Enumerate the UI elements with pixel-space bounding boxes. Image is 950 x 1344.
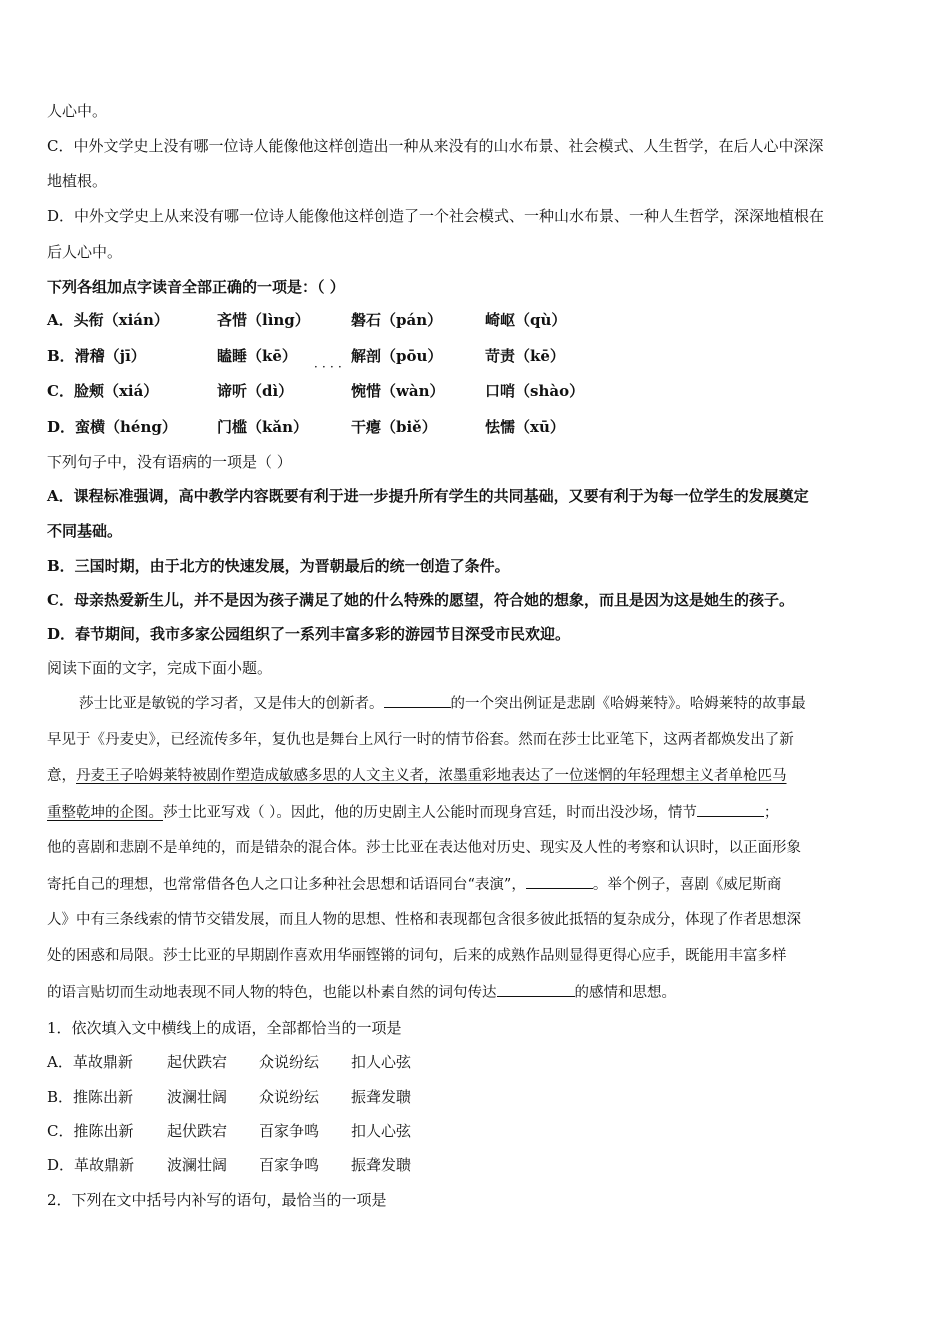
passage-line-3a: 意， xyxy=(47,768,76,784)
pron-a-1: A．头衔（xián） xyxy=(47,311,169,329)
sentence-question-stem: 下列句子中，没有语病的一项是（ ） xyxy=(47,453,292,471)
question-1-stem: 1．依次填入文中横线上的成语，全部都恰当的一项是 xyxy=(47,1019,402,1037)
prev-option-d-line1: D．中外文学史上从来没有哪一位诗人能像他这样创造了一个社会模式、一种山水布景、一种人生哲学，深深地植根在 xyxy=(47,207,825,225)
q1-a-2: 起伏跌宕 xyxy=(167,1053,228,1071)
passage-line-1b: 的一个突出例证是悲剧《哈姆莱特》。哈姆莱特的故事最 xyxy=(450,696,806,712)
passage-line-4 xyxy=(47,802,778,823)
passage-line-4a-underlined: 重整乾坤的企图。 xyxy=(47,805,163,821)
pron-c-4: 口哨（shào） xyxy=(485,382,585,400)
pron-a-3: 磐石（pán） xyxy=(351,311,443,329)
prev-option-c-line2: 地植根。 xyxy=(47,172,108,190)
blank-1 xyxy=(384,693,451,708)
prev-option-d-line2: 后人心中。 xyxy=(47,243,123,261)
sentence-option-c: C．母亲热爱新生儿，并不是因为孩子满足了她的什么特殊的愿望，符合她的想象，而且是因为这是她生的孩子。 xyxy=(47,591,794,609)
passage-line-1 xyxy=(79,693,806,714)
passage-line-6 xyxy=(47,874,781,895)
q1-d-4: 振聋发聩 xyxy=(351,1156,412,1174)
passage-line-8: 处的困惑和局限。莎士比亚的早期剧作喜欢用华丽铿锵的词句，后来的成熟作品则显得更得心应手，既能用丰富多样 xyxy=(47,948,787,964)
emphasis-dots: ．．．． xyxy=(314,356,353,370)
sentence-option-b: B．三国时期，由于北方的快速发展，为晋朝最后的统一创造了条件。 xyxy=(47,557,510,575)
q1-a-1: A．革故鼎新 xyxy=(47,1053,133,1071)
q1-c-3: 百家争鸣 xyxy=(259,1122,320,1140)
passage-line-2: 早见于《丹麦史》，已经流传多年，复仇也是舞台上风行一时的情节俗套。然而在莎士比亚笔下，这两者都焕发出了新 xyxy=(47,732,794,748)
pron-c-2: 谛听（dì） xyxy=(217,382,294,400)
pron-d-4: 怯懦（xū） xyxy=(485,418,565,436)
q1-c-4: 扣人心弦 xyxy=(351,1122,412,1140)
sentence-option-a-line2: 不同基础。 xyxy=(47,522,123,540)
reading-intro: 阅读下面的文字，完成下面小题。 xyxy=(47,659,273,677)
q1-b-3: 众说纷纭 xyxy=(259,1088,320,1106)
q1-a-3: 众说纷纭 xyxy=(259,1053,320,1071)
q1-c-2: 起伏跌宕 xyxy=(167,1122,228,1140)
passage-line-9b: 的感情和思想。 xyxy=(574,985,676,1001)
passage-line-9a: 的语言贴切而生动地表现不同人物的特色，也能以朴素自然的词句传达 xyxy=(47,985,497,1001)
passage-line-3b-underlined: 丹麦王子哈姆莱特被剧作塑造成敏感多思的人文主义者，浓墨重彩地表达了一位迷惘的年轻理想主义者单枪匹马 xyxy=(76,768,787,784)
pron-b-3: 解剖（pōu） xyxy=(351,347,443,365)
passage-line-6b: 。举个例子，喜剧《威尼斯商 xyxy=(592,877,782,893)
q1-d-3: 百家争鸣 xyxy=(259,1156,320,1174)
pron-d-3: 干瘪（biě） xyxy=(351,418,437,436)
passage-line-1a: 莎士比亚是敏锐的学习者，又是伟大的创新者。 xyxy=(79,696,384,712)
passage-line-9 xyxy=(47,982,676,1003)
passage-line-6a: 寄托自己的理想，也常常借各色人之口让多种社会思想和话语同台“表演”， xyxy=(47,877,526,893)
pron-d-1: D．蛮横（héng） xyxy=(47,418,177,436)
q1-b-2: 波澜壮阔 xyxy=(167,1088,228,1106)
passage-line-7: 人》中有三条线索的情节交错发展，而且人物的思想、性格和表现都包含很多彼此抵牾的复杂成分，体现了作者思想深 xyxy=(47,912,801,928)
passage-line-5: 他的喜剧和悲剧不是单纯的，而是错杂的混合体。莎士比亚在表达他对历史、现实及人性的考察和认识时，以正面形象 xyxy=(47,840,801,856)
question-2-stem: 2．下列在文中括号内补写的语句，最恰当的一项是 xyxy=(47,1191,387,1209)
blank-2 xyxy=(697,802,764,817)
pron-c-1: C．脸颊（xiá） xyxy=(47,382,159,400)
pron-d-2: 门槛（kǎn） xyxy=(217,418,309,436)
pron-c-3: 惋惜（wàn） xyxy=(351,382,445,400)
sentence-option-d: D．春节期间，我市多家公园组织了一系列丰富多彩的游园节目深受市民欢迎。 xyxy=(47,625,571,643)
q1-a-4: 扣人心弦 xyxy=(351,1053,412,1071)
pron-a-2: 吝惜（lìng） xyxy=(217,311,310,329)
prev-question-continuation: 人心中。 xyxy=(47,102,108,120)
prev-option-c-line1: C．中外文学史上没有哪一位诗人能像他这样创造出一种从来没有的山水布景、社会模式、人生哲学，在后人心中深深 xyxy=(47,137,824,155)
pron-b-1: B．滑稽（jī） xyxy=(47,347,146,365)
pronunciation-question-stem: 下列各组加点字读音全部正确的一项是：（ ） xyxy=(47,278,345,296)
pron-a-4: 崎岖（qù） xyxy=(485,311,567,329)
q1-b-1: B．推陈出新 xyxy=(47,1088,134,1106)
passage-line-4c: ； xyxy=(763,805,779,821)
pron-b-2: 瞌睡（kē） xyxy=(217,347,297,365)
q1-d-1: D．革故鼎新 xyxy=(47,1156,135,1174)
blank-3 xyxy=(526,874,593,889)
q1-b-4: 振聋发聩 xyxy=(351,1088,412,1106)
q1-c-1: C．推陈出新 xyxy=(47,1122,134,1140)
blank-4 xyxy=(497,982,575,997)
pron-b-4: 苛责（kē） xyxy=(485,347,565,365)
passage-line-3 xyxy=(47,766,787,786)
passage-line-4b: 莎士比亚写戏（ ）。因此，他的历史剧主人公能时而现身宫廷，时而出没沙场，情节 xyxy=(163,805,697,821)
q1-d-2: 波澜壮阔 xyxy=(167,1156,228,1174)
sentence-option-a-line1: A．课程标准强调，高中教学内容既要有利于进一步提升所有学生的共同基础，又要有利于为每一位学生的发展奠定 xyxy=(47,487,809,505)
